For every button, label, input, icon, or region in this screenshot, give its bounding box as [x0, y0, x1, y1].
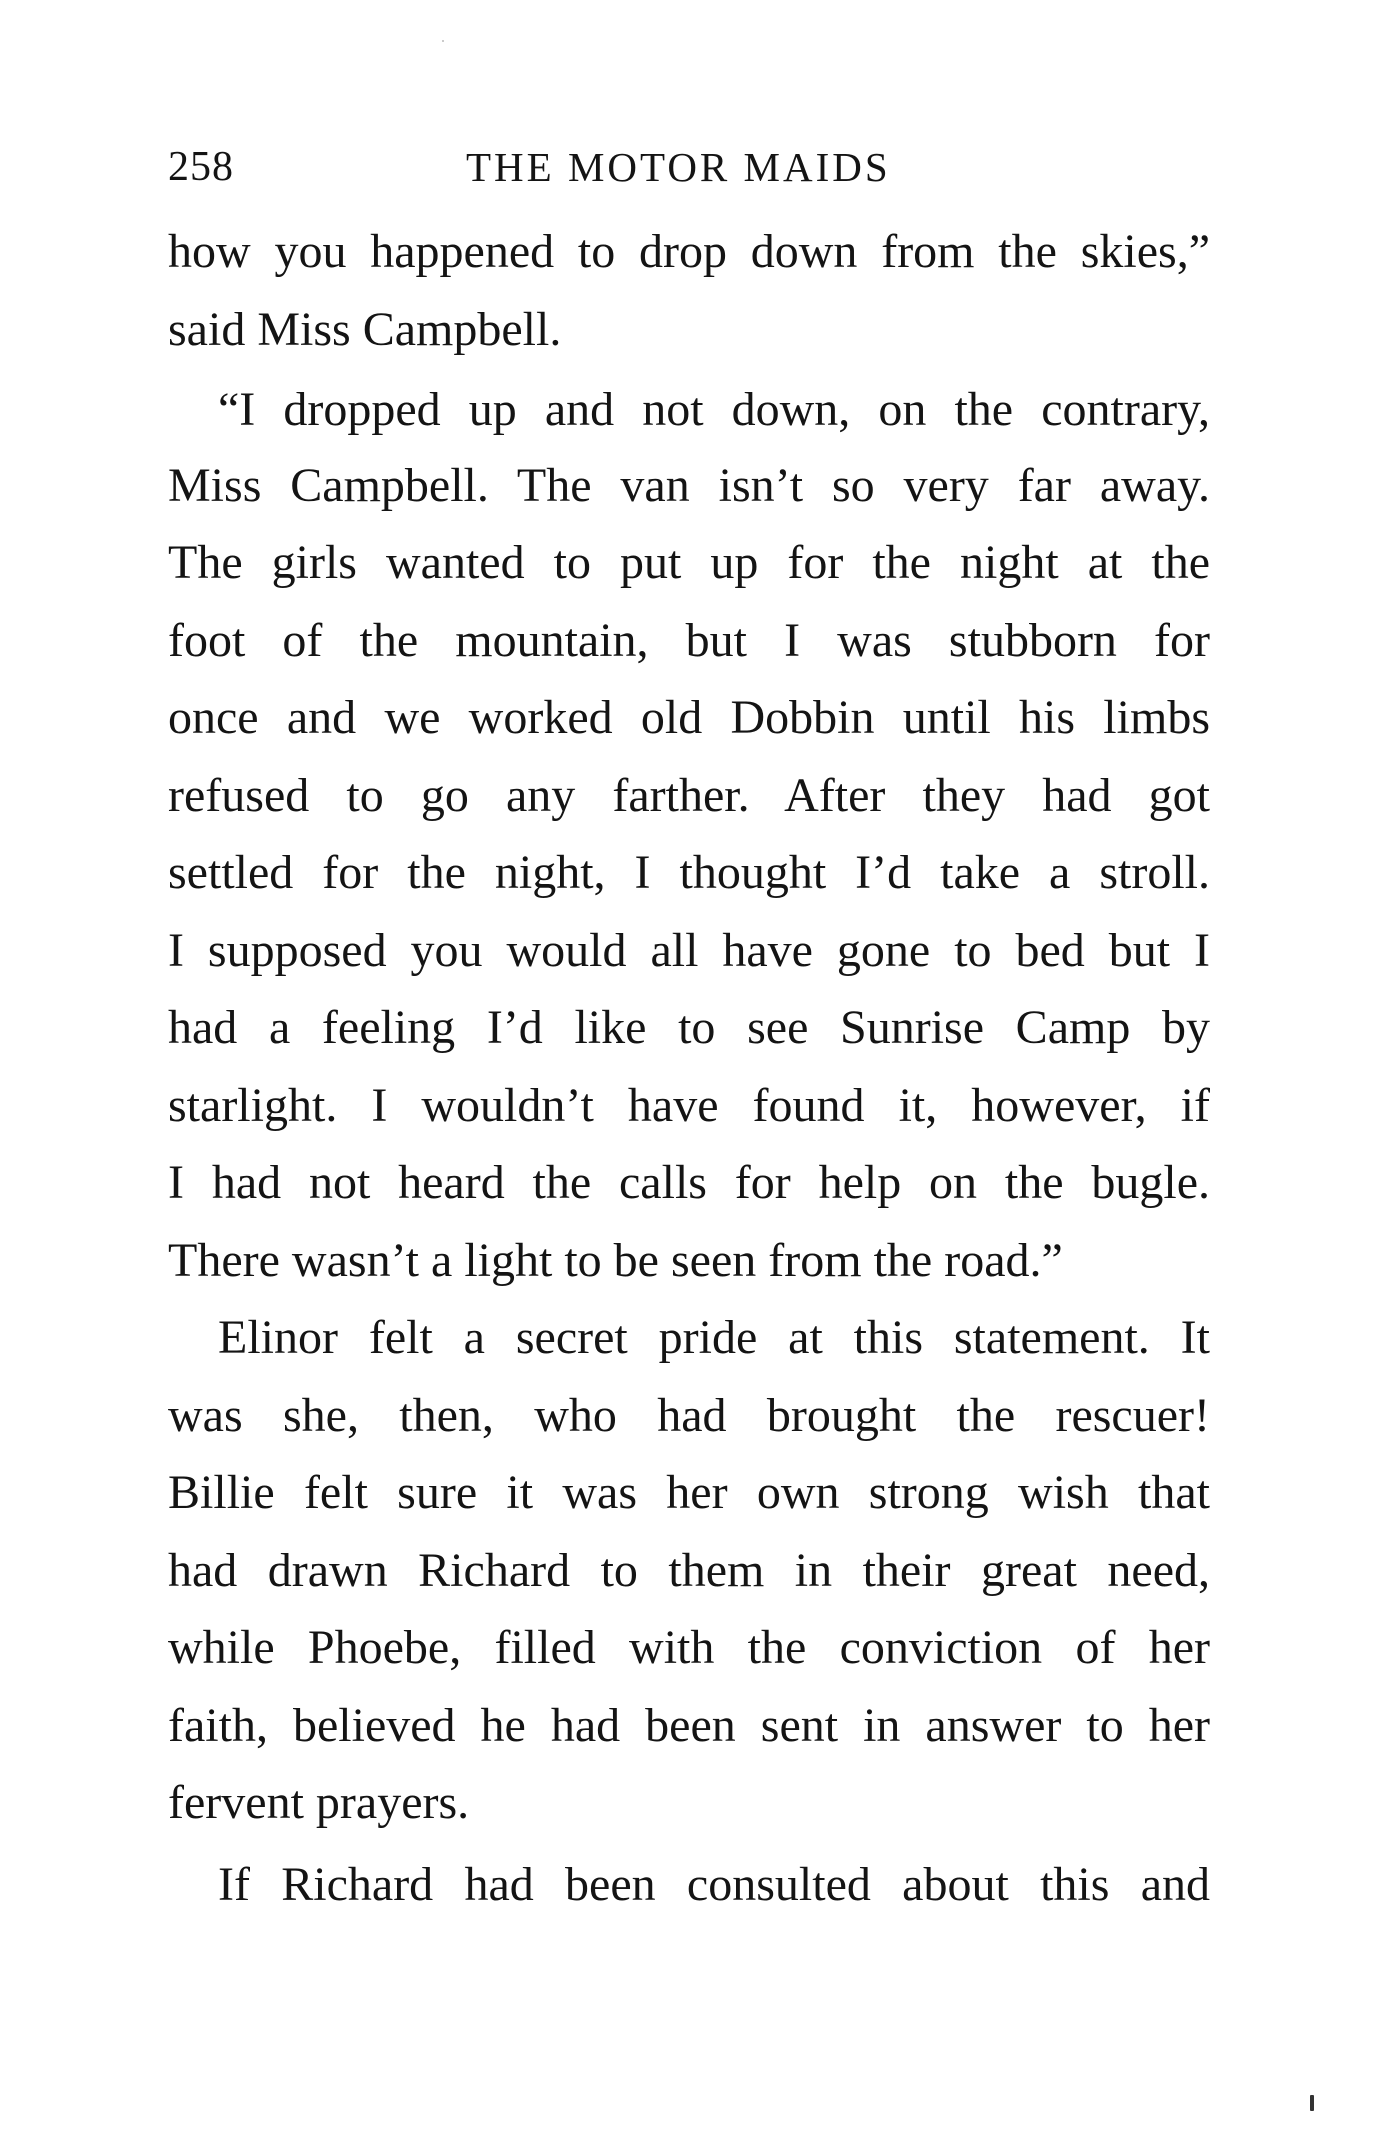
text-line: once and we worked old Dobbin until his limbs [168, 691, 1210, 744]
text-line: There wasn’t a light to be seen from the road.” [168, 1234, 1063, 1287]
text-line: Billie felt sure it was her own strong wish that [168, 1466, 1210, 1519]
text-line: I had not heard the calls for help on the bugle. [168, 1156, 1210, 1209]
text-line: how you happened to drop down from the skies,” [168, 225, 1210, 278]
scan-speck [442, 40, 444, 42]
text-line: starlight. I wouldn’t have found it, however, if [168, 1079, 1210, 1132]
running-title: THE MOTOR MAIDS [466, 144, 891, 190]
text-line: foot of the mountain, but I was stubborn for [168, 614, 1210, 667]
text-line: faith, believed he had been sent in answer to her [168, 1699, 1210, 1752]
text-line: refused to go any farther. After they had got [168, 769, 1210, 822]
text-line: fervent prayers. [168, 1776, 470, 1829]
text-line: If Richard had been consulted about this and [218, 1858, 1210, 1911]
text-line: The girls wanted to put up for the night at the [168, 536, 1210, 589]
running-head [168, 143, 1218, 199]
text-line: Miss Campbell. The van isn’t so very far away. [168, 459, 1210, 512]
text-line: I supposed you would all have gone to bed but I [168, 924, 1210, 977]
text-line: had a feeling I’d like to see Sunrise Camp by [168, 1001, 1210, 1054]
scan-speck [1310, 2095, 1314, 2111]
text-line: was she, then, who had brought the rescuer! [168, 1389, 1210, 1442]
text-line: settled for the night, I thought I’d take a stroll. [168, 846, 1210, 899]
text-line: while Phoebe, filled with the conviction of her [168, 1621, 1210, 1674]
text-line: said Miss Campbell. [168, 303, 562, 356]
text-line: had drawn Richard to them in their great need, [168, 1544, 1210, 1597]
text-line: Elinor felt a secret pride at this statement. It [218, 1311, 1210, 1364]
page-number: 258 [168, 144, 234, 190]
text-line: “I dropped up and not down, on the contrary, [218, 383, 1210, 436]
